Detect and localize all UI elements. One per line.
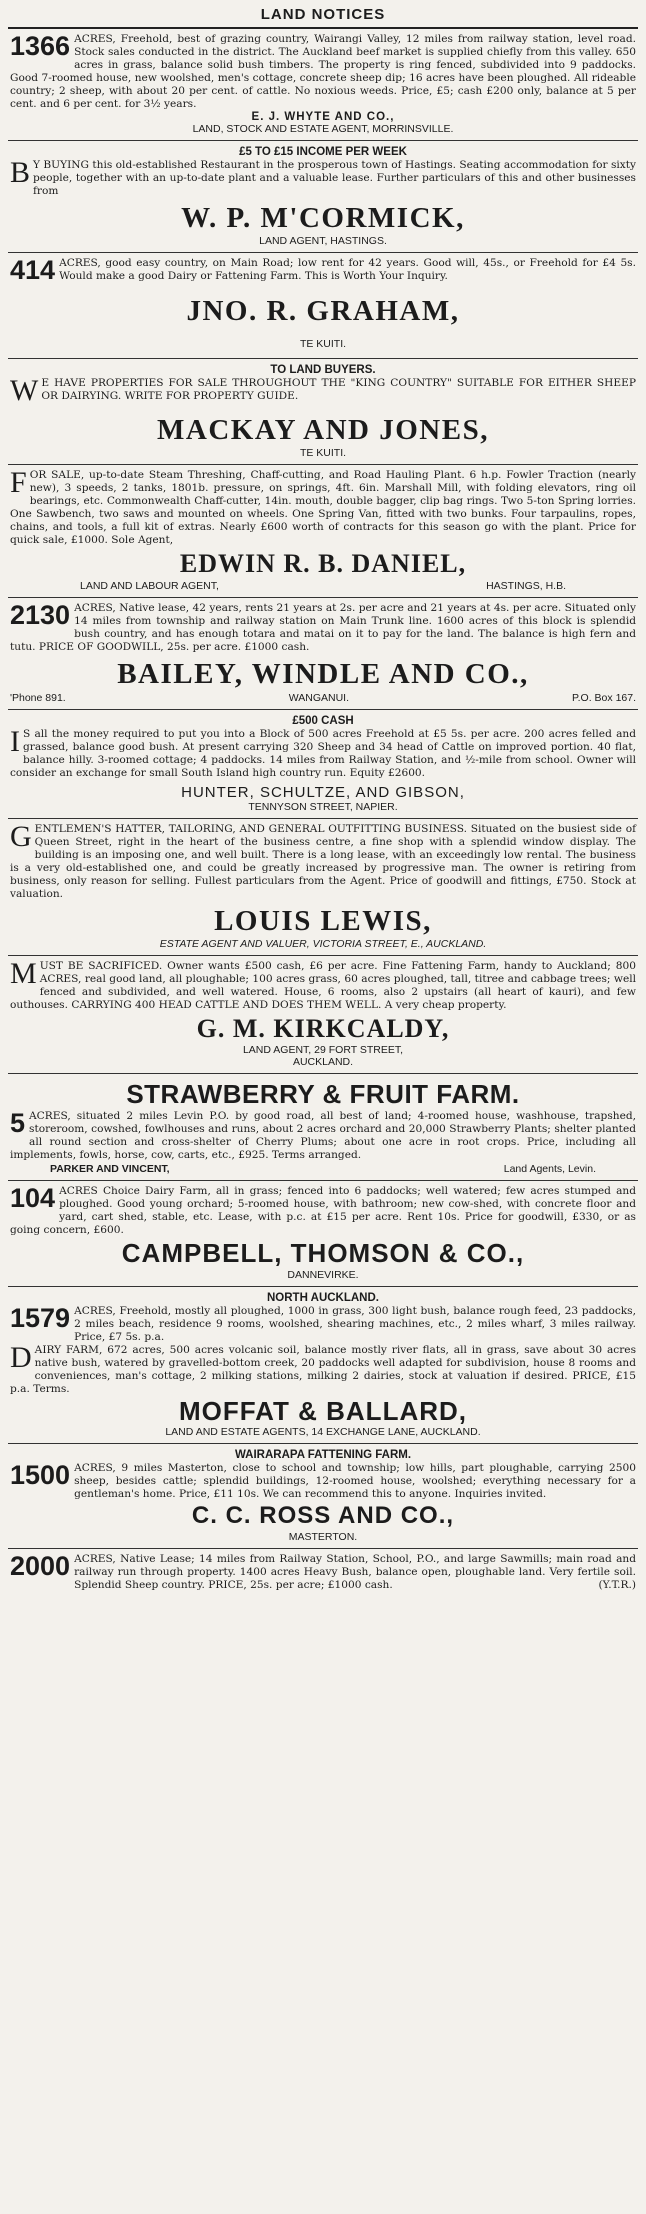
agent-tagline: LAND, STOCK AND ESTATE AGENT, MORRINSVILLE. — [192, 123, 454, 135]
agent-name: LOUIS LEWIS, — [214, 905, 432, 937]
agent-name: G. M. KIRKCALDY, — [196, 1014, 450, 1043]
agent-name: HUNTER, SCHULTZE, AND GIBSON, — [181, 784, 465, 801]
acreage-number: 1500 — [10, 1460, 71, 1490]
ad-body — [10, 1553, 636, 1592]
agent-name: EDWIN R. B. DANIEL, — [179, 549, 467, 578]
agent-location: HASTINGS, H.B. — [486, 580, 566, 592]
agent-name: CAMPBELL, THOMSON & CO., — [121, 1238, 525, 1268]
ad-kicker: £500 CASH — [292, 715, 354, 727]
ad-body: UST BE SACRIFICED. Owner wants £500 cash, £6 per acre. Fine Fattening Farm, handy to Auckland; 800 ACRES, real good land, all ploughable; 100 acres grass, 60 acres ploughed, tall, titree and cabbage trees; well fenced and subdivided, and well watered. House, 6 rooms, also 2 upstairs (all heart of kauri), and few outhouses. CARRYING 400 HEAD CATTLE AND DOES THEM WELL. A very cheap property. — [10, 960, 636, 1011]
ad-body: ACRES Choice Dairy Farm, all in grass; fenced into 6 paddocks; well watered; few acres stumped and ploughed. Good young orchard; 5-roomed house, with bathroom; new cow-shed, with concrete floor and yard, cart shed, stable, etc. Lease, with p.c. at £15 per acre. Rent 10s. Price for goodwill, £330, or as going concern, £600. — [10, 1185, 636, 1236]
agent-tagline: LAND AND ESTATE AGENTS, 14 EXCHANGE LANE, AUCKLAND. — [165, 1426, 481, 1438]
ad-body-dairy: AIRY FARM, 672 acres, 500 acres volcanic soil, balance mostly river flats, all in grass, save about 30 acres native bush, watered by gravelled-bottom creek, 20 paddocks well adapted for subdivision, house 8 rooms and conveniences, man's cottage, 2 milking stations, milking 2 dairies, stock at valuation if desired. PRICE, £15 p.a. Terms. — [10, 1344, 636, 1395]
acreage-number: 2000 — [10, 1551, 71, 1581]
ad-body: ACRES, good easy country, on Main Road; low rent for 42 years. Good will, 45s., or Freehold for £4 5s. Would make a good Dairy or Fattening Farm. This is Worth Your Inquiry. — [59, 257, 636, 282]
ad-mackay-jones — [8, 359, 638, 465]
agent-name: MOFFAT & BALLARD, — [178, 1396, 468, 1426]
agent-po-box: P.O. Box 167. — [571, 692, 636, 704]
acreage-number: 1366 — [10, 31, 71, 61]
ad-body: Y BUYING this old-established Restaurant in the prosperous town of Hastings. Seating accommodation for sixty people, together with an up-to-date plant and a valuable lease. Further particulars of this and other businesses from — [33, 159, 636, 197]
ad-strawberry-farm — [8, 1074, 638, 1181]
ad-kicker: TO LAND BUYERS. — [270, 364, 376, 376]
ad-body: S all the money required to put you into a Block of 500 acres Freehold at £5 5s. per acre. 200 acres felled and grassed, balance good bush. At present carrying 320 Sheep and 34 head of Cattle on improved portion. 40 flat, balance hilly. 3-roomed cottage; 4 paddocks. 14 miles from Railway Station, and ½-mile from school. Owner will consider an exchange for small South Island high country run. Equity £2600. — [10, 728, 636, 779]
agent-tagline: LAND AGENT, HASTINGS. — [259, 235, 387, 247]
acreage-number: 5 — [10, 1108, 26, 1138]
acreage-number: 1579 — [10, 1303, 71, 1333]
ad-body: ENTLEMEN'S HATTER, TAILORING, AND GENERAL OUTFITTING BUSINESS. Situated on the busiest side of Queen Street, right in the heart of the business centre, a fine shop with a splendid window display. The building is an imposing one, and well built. There is a long lease, with an exceedingly low rental. The business is a very old-established one, and could be greatly increased by progressive man. The owner is retiring from business, only reason for selling. Fullest particulars from the Agent. Price of goodwill and fittings, £750. Stock at valuation. — [10, 823, 636, 900]
acreage-number: 414 — [10, 255, 56, 285]
agent-tagline: ESTATE AGENT AND VALUER, VICTORIA STREET, E., AUCKLAND. — [159, 938, 487, 950]
agent-name: PARKER AND VINCENT, — [50, 1163, 170, 1175]
drop-cap: B — [10, 156, 31, 189]
ad-graham — [8, 253, 638, 359]
ad-bailey-windle — [8, 598, 638, 710]
ad-code: (Y.T.R.) — [598, 1579, 636, 1591]
ad-body: OR SALE, up-to-date Steam Threshing, Chaff-cutting, and Road Hauling Plant. 6 h.p. Fowler Traction (nearly new), 3 speeds, 2 tanks, 1801b. pressure, on springs, 4ft. 6in. Marshall Mill, with folding elevators, ring oil bearings, etc. Commonwealth Chaff-cutter, 14in. mouth, double bagger, clip bag rings. Two 5-ton Spring lorries. One Sawbench, two saws and mounted on wheels. One Spring Van, fitted with two bunks. Four tarpaulins, ropes, chains, and tools, a full kit of extras. Nearly £600 worth of contracts for this season go with the plant. Price for quick sale, £1000. Sole Agent, — [10, 469, 636, 546]
ad-louis-lewis — [8, 819, 638, 956]
agent-name: MACKAY AND JONES, — [157, 414, 489, 446]
drop-cap: I — [10, 725, 20, 758]
ad-body: ACRES, Native lease, 42 years, rents 21 years at 2s. per acre and 21 years at 4s. per acre. Situated only 14 miles from township and railway station on Main Trunk line. 1600 acres of this block is splendid bush country, and has enough totara and matai on it to pay for the land. The balance is high fern and tutu. PRICE OF GOODWILL, 25s. per acre. £1000 cash. — [10, 602, 636, 653]
ad-campbell-thomson — [8, 1181, 638, 1287]
ad-body: ACRES, situated 2 miles Levin P.O. by good road, all best of land; 4-roomed house, washhouse, trapshed, storeroom, cowshed, fowlhouses and runs, about 2 acres orchard and 20,000 Strawberry Plants; shelter planted all round section and cross-shelter of Cherry Plums; about one acre in root crops. Price, including all implements, fowls, horse, cow, carts, etc., £925. Terms arranged. — [10, 1110, 636, 1161]
ad-kicker: NORTH AUCKLAND. — [266, 1292, 379, 1304]
ad-body: E HAVE PROPERTIES FOR SALE THROUGHOUT THE "KING COUNTRY" SUITABLE FOR EITHER SHEEP OR DAIRYING. WRITE FOR PROPERTY GUIDE. — [41, 377, 636, 402]
ad-headline: STRAWBERRY & FRUIT FARM. — [126, 1079, 520, 1109]
ad-body: ACRES, 9 miles Masterton, close to school and township; low hills, part ploughable, carrying 2500 sheep, besides cattle; splendid buildings, 12-roomed house, woolshed; everything necessary for a gentleman's home. Price, £11 10s. We can recommend this to anyone. Inquiries invited. — [74, 1462, 636, 1500]
ad-ross — [8, 1444, 638, 1549]
ad-moffat-ballard — [8, 1287, 638, 1444]
ad-daniel — [8, 465, 638, 598]
ad-kicker: £5 TO £15 INCOME PER WEEK — [239, 146, 407, 158]
agent-tagline: LAND AGENT, 29 FORT STREET, — [242, 1044, 404, 1056]
agent-name: C. C. ROSS AND CO., — [191, 1502, 455, 1529]
drop-cap: G — [10, 820, 32, 853]
ad-kicker: WAIRARAPA FATTENING FARM. — [234, 1449, 412, 1461]
agent-city: AUCKLAND. — [292, 1056, 354, 1068]
agent-tagline: Land Agents, Levin. — [503, 1163, 596, 1175]
agent-tagline: LAND AND LABOUR AGENT, — [80, 580, 219, 592]
ad-body: ACRES, Freehold, best of grazing country, Wairangi Valley, 12 miles from railway station, level road. Stock sales conducted in the district. The Auckland beef market is supplied chiefly from this valley. 650 acres in grass, balance solid bush timbers. The property is ring fenced, subdivided into 9 paddocks. Good 7-roomed house, new woolshed, men's cottage, concrete sheep dip; 16 acres have been ploughed. All rideable country; 2 sheep, with about 20 per cent. of cattle. No noxious weeds. Price, £5; cash £200 only, balance at 5 per cent. and 6 per cent. for 3½ years. — [10, 33, 636, 110]
drop-cap: F — [10, 466, 27, 499]
acreage-number: 2130 — [10, 600, 71, 630]
agent-location: WANGANUI. — [288, 692, 349, 704]
agent-name: JNO. R. GRAHAM, — [186, 295, 460, 327]
agent-name: W. P. M'CORMICK, — [181, 202, 465, 234]
ad-kirkcaldy — [8, 956, 638, 1074]
agent-tagline: TE KUITI. — [299, 447, 347, 459]
acreage-number: 104 — [10, 1183, 56, 1213]
ad-body-text: ACRES, Native Lease; 14 miles from Railway Station, School, P.O., and large Sawmills; main road and railway run through property. 1400 acres Heavy Bush, balance open, ploughable land. Very fertile soil. Splendid Sheep country. PRICE, 25s. per acre; £1000 cash. — [74, 1553, 636, 1591]
agent-name: BAILEY, WINDLE AND CO., — [117, 658, 529, 690]
ad-hunter-schultze — [8, 710, 638, 819]
drop-cap: M — [10, 957, 37, 990]
drop-cap: W — [10, 374, 39, 407]
agent-tagline: TE KUITI. — [299, 338, 347, 350]
ad-mccormick — [8, 141, 638, 253]
agent-name: E. J. WHYTE AND CO., — [251, 111, 395, 123]
drop-cap: D — [10, 1341, 32, 1374]
agent-tagline: MASTERTON. — [288, 1531, 358, 1543]
agent-phone: 'Phone 891. — [10, 692, 66, 704]
agent-tagline: DANNEVIRKE. — [287, 1269, 359, 1281]
ad-native-lease — [8, 1549, 638, 1597]
ad-whyte — [8, 29, 638, 141]
ad-body: ACRES, Freehold, mostly all ploughed, 1000 in grass, 300 light bush, balance rough feed, 23 paddocks, 2 miles beach, residence 9 rooms, woolshed, shearing machines, etc., 2 miles wharf, 3 miles railway. Price, £7 5s. p.a. — [74, 1305, 636, 1343]
agent-tagline: TENNYSON STREET, NAPIER. — [248, 801, 398, 813]
page-title: LAND NOTICES — [8, 4, 638, 29]
